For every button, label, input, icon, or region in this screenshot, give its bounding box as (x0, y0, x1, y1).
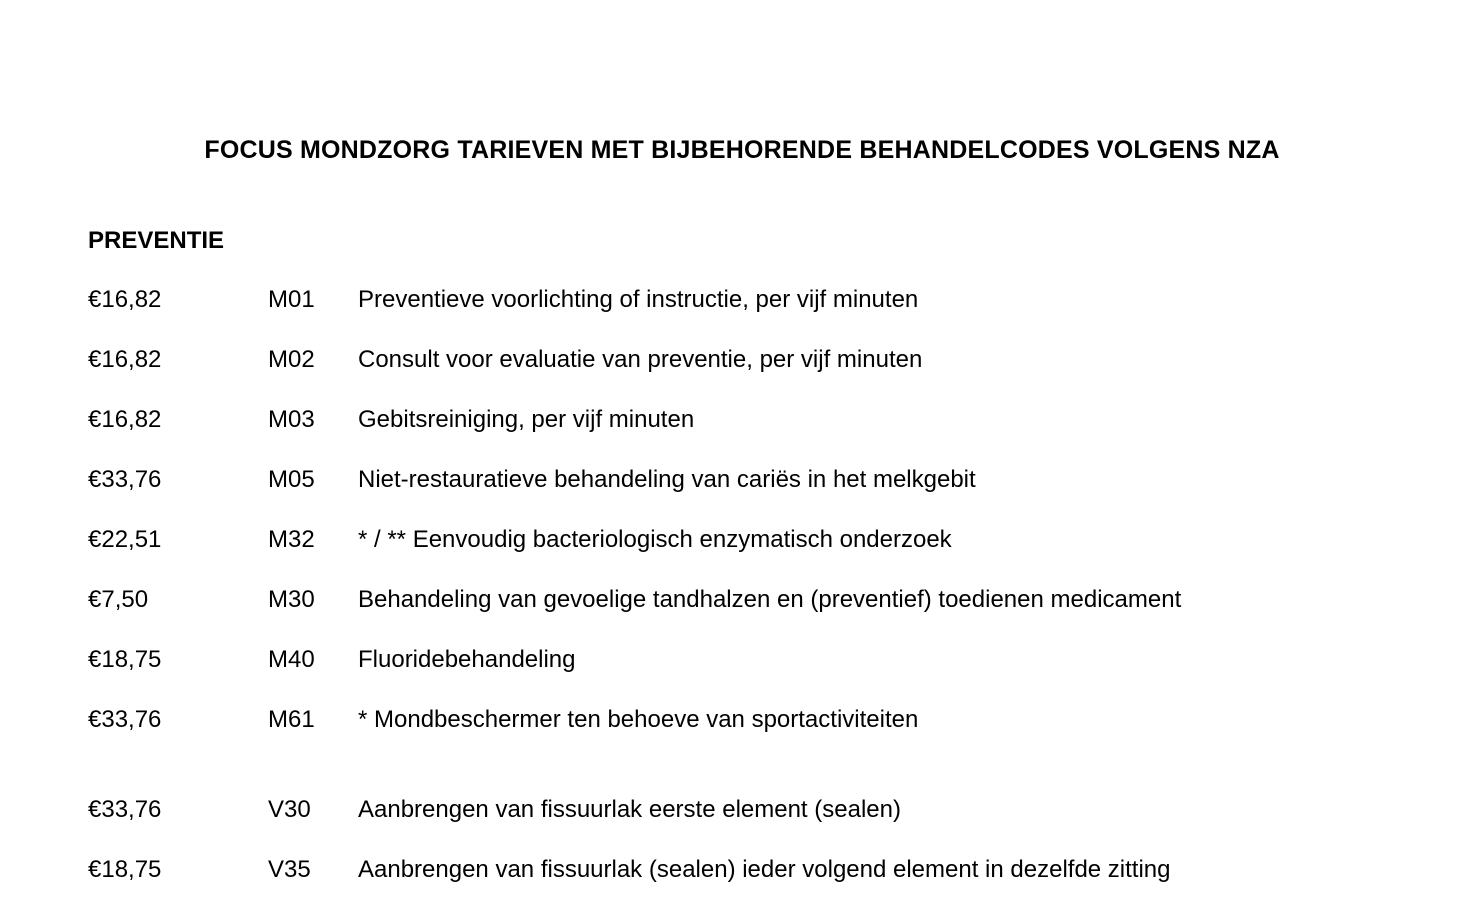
description-cell: * / ** Eenvoudig bacteriologisch enzymatisch onderzoek (358, 526, 952, 553)
page-title: FOCUS MONDZORG TARIEVEN MET BIJBEHORENDE BEHANDELCODES VOLGENS NZA (204, 136, 1280, 164)
price-cell: €18,75 (88, 646, 162, 673)
treatment-code-cell: M05 (268, 466, 315, 493)
price-cell: €22,51 (88, 526, 162, 553)
description-cell: Niet-restauratieve behandeling van cariës in het melkgebit (358, 466, 976, 493)
description-cell: Preventieve voorlichting of instructie, per vijf minuten (358, 286, 919, 313)
tariff-row-m05 (88, 450, 1454, 510)
price-cell: €33,76 (88, 466, 162, 493)
tariff-row-v35 (88, 840, 1454, 900)
tariff-row-m02 (88, 330, 1454, 390)
description-cell: Aanbrengen van fissuurlak eerste element (sealen) (358, 796, 901, 823)
description-cell: Aanbrengen van fissuurlak (sealen) ieder volgend element in dezelfde zitting (358, 856, 1171, 883)
description-cell: Behandeling van gevoelige tandhalzen en (preventief) toedienen medicament (358, 586, 1182, 613)
tariff-row-m61 (88, 690, 1454, 750)
description-cell: Fluoridebehandeling (358, 646, 576, 673)
price-cell: €16,82 (88, 286, 162, 313)
treatment-code-cell: M03 (268, 406, 315, 433)
price-cell: €16,82 (88, 406, 162, 433)
price-cell: €18,75 (88, 856, 162, 883)
description-cell: * Mondbeschermer ten behoeve van sportactiviteiten (358, 706, 919, 733)
treatment-code-cell: V30 (268, 796, 311, 823)
tariff-row-m30 (88, 570, 1454, 630)
treatment-code-cell: M01 (268, 286, 315, 313)
price-cell: €33,76 (88, 706, 162, 733)
price-cell: €7,50 (88, 586, 149, 613)
description-cell: Gebitsreiniging, per vijf minuten (358, 406, 695, 433)
tariff-row-m40 (88, 630, 1454, 690)
tariff-row-m01 (88, 270, 1454, 330)
tariff-row-v30 (88, 780, 1454, 840)
treatment-code-cell: M30 (268, 586, 315, 613)
section-heading-preventie: PREVENTIE (88, 227, 225, 254)
treatment-code-cell: V35 (268, 856, 311, 883)
price-cell: €33,76 (88, 796, 162, 823)
treatment-code-cell: M32 (268, 526, 315, 553)
tariff-table (88, 270, 1454, 900)
price-cell: €16,82 (88, 346, 162, 373)
tariff-row-m32 (88, 510, 1454, 570)
treatment-code-cell: M61 (268, 706, 315, 733)
tariff-row-m03 (88, 390, 1454, 450)
treatment-code-cell: M02 (268, 346, 315, 373)
description-cell: Consult voor evaluatie van preventie, per vijf minuten (358, 346, 923, 373)
treatment-code-cell: M40 (268, 646, 315, 673)
